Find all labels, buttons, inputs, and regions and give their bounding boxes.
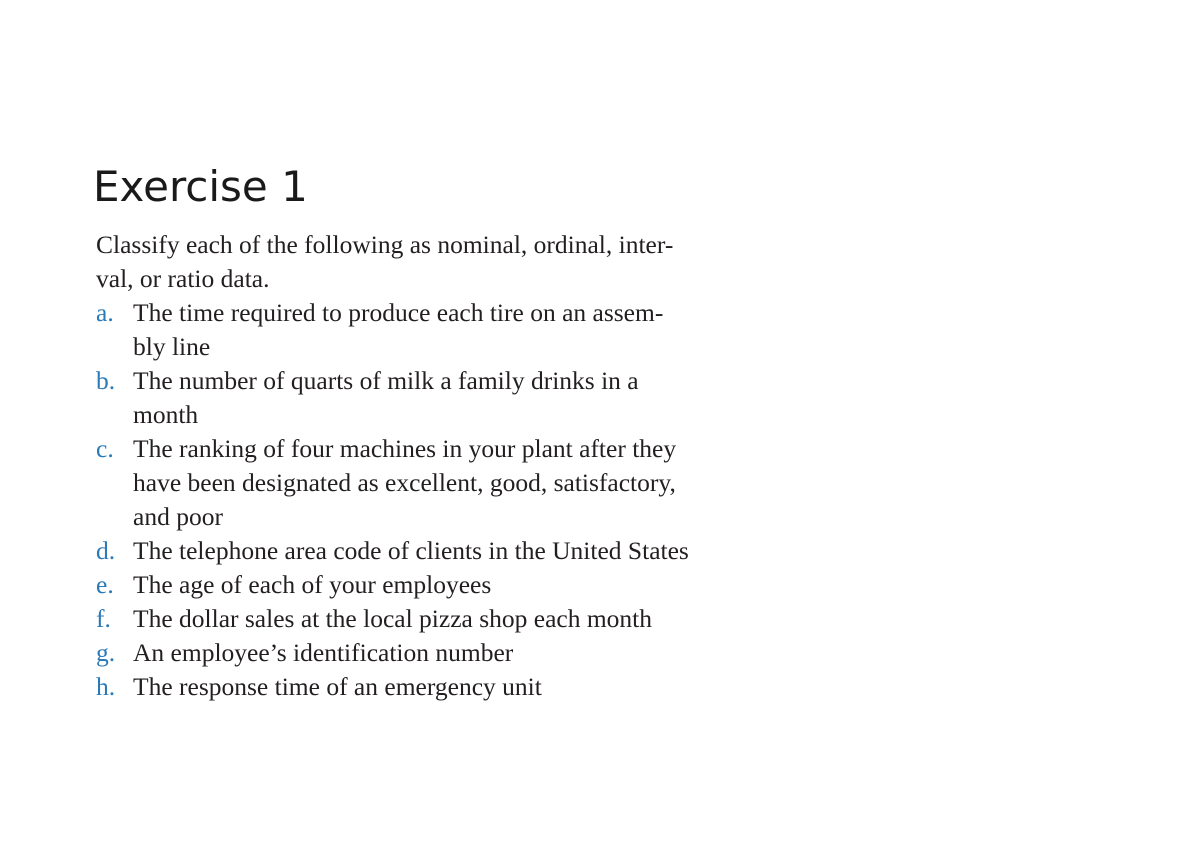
slide-title: Exercise 1 xyxy=(93,162,308,211)
item-text xyxy=(133,602,746,636)
item-text xyxy=(133,568,746,602)
exercise-intro xyxy=(96,228,746,296)
item-letter: b. xyxy=(96,366,116,395)
item-letter: h. xyxy=(96,672,116,701)
item-line: bly line xyxy=(133,332,211,361)
item-text xyxy=(133,636,746,670)
item-text xyxy=(133,534,746,568)
item-line: The dollar sales at the local pizza shop each month xyxy=(133,604,653,633)
item-line: The number of quarts of milk a family drinks in a xyxy=(133,366,639,395)
intro-line: val, or ratio data. xyxy=(96,264,270,293)
item-line: The time required to produce each tire on an assem- xyxy=(133,298,664,327)
item-text xyxy=(133,432,746,534)
item-line: have been designated as excellent, good, satisfactory, xyxy=(133,468,676,497)
item-letter: a. xyxy=(96,298,114,327)
exercise-item-h xyxy=(96,670,746,704)
item-line: An employee’s identification number xyxy=(133,638,514,667)
item-text xyxy=(133,364,746,432)
exercise-item-a xyxy=(96,296,746,364)
intro-line: Classify each of the following as nominal, ordinal, inter- xyxy=(96,230,674,259)
item-line: The response time of an emergency unit xyxy=(133,672,542,701)
item-letter: c. xyxy=(96,434,114,463)
item-line: The telephone area code of clients in the United States xyxy=(133,536,689,565)
exercise-item-d xyxy=(96,534,746,568)
item-line: month xyxy=(133,400,199,429)
item-line: The age of each of your employees xyxy=(133,570,492,599)
item-line: and poor xyxy=(133,502,223,531)
item-letter: e. xyxy=(96,570,114,599)
exercise-body xyxy=(96,228,746,704)
exercise-items xyxy=(96,296,746,704)
exercise-item-f xyxy=(96,602,746,636)
exercise-item-e xyxy=(96,568,746,602)
exercise-item-c xyxy=(96,432,746,534)
item-letter: g. xyxy=(96,638,116,667)
item-text xyxy=(133,670,746,704)
item-text xyxy=(133,296,746,364)
exercise-item-g xyxy=(96,636,746,670)
exercise-item-b xyxy=(96,364,746,432)
item-letter: d. xyxy=(96,536,116,565)
item-letter: f. xyxy=(96,604,111,633)
item-line: The ranking of four machines in your plant after they xyxy=(133,434,677,463)
